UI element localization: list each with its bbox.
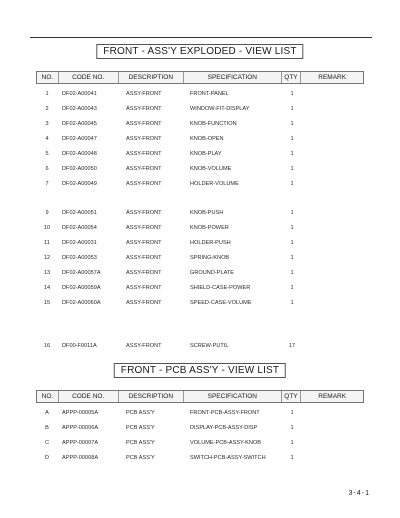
row-no: 14	[43, 284, 51, 291]
row-no: 1	[45, 90, 49, 97]
header-qty: QTY	[282, 72, 302, 83]
row-description: ASSY-FRONT	[126, 180, 162, 187]
row-qty: 1	[290, 150, 294, 157]
table-row	[36, 146, 364, 161]
row-no: B	[45, 424, 49, 431]
row-qty: 1	[290, 180, 294, 187]
row-qty: 1	[290, 120, 294, 127]
table-row	[36, 338, 364, 353]
row-code-no: DF02-A00049	[62, 180, 97, 187]
row-qty: 1	[290, 165, 294, 172]
row-code-no: DF02-A00043	[62, 105, 97, 112]
row-code-no: APPP-00007A	[62, 439, 99, 446]
row-description: ASSY-FRONT	[126, 150, 162, 157]
table-row	[36, 176, 364, 191]
table-row	[36, 405, 364, 420]
row-qty: 1	[290, 209, 294, 216]
row-code-no: APPP-00008A	[62, 454, 99, 461]
row-description: ASSY-FRONT	[126, 269, 162, 276]
table-row	[36, 435, 364, 450]
row-description: ASSY-FRONT	[126, 239, 162, 246]
row-qty: 1	[290, 105, 294, 112]
row-description: PCB ASS'Y	[126, 454, 155, 461]
row-description: ASSY-FRONT	[126, 120, 162, 127]
row-description: ASSY-FRONT	[126, 342, 162, 349]
row-code-no: APPP-00006A	[62, 424, 99, 431]
header-description: DESCRIPTION	[119, 391, 185, 402]
row-specification: HOLDER-VOLUME	[190, 180, 239, 187]
row-code-no: DF02-A00054	[62, 224, 97, 231]
row-specification: FRONT-PANEL	[190, 90, 229, 97]
pcb-view-title: FRONT - PCB ASS'Y - VIEW LIST	[114, 363, 286, 378]
row-no: 10	[43, 224, 51, 231]
row-description: ASSY-FRONT	[126, 165, 162, 172]
header-remark: REMARK	[318, 393, 347, 400]
header-no: NO.	[37, 72, 59, 83]
header-code-no: CODE NO.	[59, 391, 119, 402]
row-code-no: DF02-A00059A	[62, 284, 101, 291]
row-no: 6	[45, 165, 49, 172]
row-specification: SHIELD-CASE-POWER	[190, 284, 251, 291]
row-description: ASSY-FRONT	[126, 105, 162, 112]
table-row	[36, 116, 364, 131]
row-code-no: DF02-A00053	[62, 254, 97, 261]
row-description: ASSY-FRONT	[126, 90, 162, 97]
row-no: 13	[43, 269, 51, 276]
row-no: 16	[43, 342, 51, 349]
row-qty: 17	[288, 342, 296, 349]
row-no: 7	[45, 180, 49, 187]
row-code-no: DF02-A00057A	[62, 269, 101, 276]
row-no: D	[44, 454, 50, 461]
row-no: 12	[43, 254, 51, 261]
table-row	[36, 161, 364, 176]
exploded-parts-list	[36, 86, 364, 353]
row-code-no: DF02-A00060A	[62, 299, 101, 306]
row-specification: HOLDER-PUSH	[190, 239, 231, 246]
row-code-no: DF02-A00051	[62, 209, 97, 216]
table-row	[36, 220, 364, 235]
header-code-no: CODE NO.	[59, 72, 119, 83]
row-code-no: DF02-A00045	[62, 120, 97, 127]
row-description: ASSY-FRONT	[126, 299, 162, 306]
row-qty: 1	[290, 424, 294, 431]
row-specification: SWITCH-PCB-ASSY-SWITCH	[190, 454, 266, 461]
row-specification: KNOB-POWER	[190, 224, 229, 231]
row-specification: GROUND-PLATE	[190, 269, 235, 276]
row-description: PCB ASS'Y	[126, 439, 155, 446]
row-no: A	[45, 409, 49, 416]
row-qty: 1	[290, 239, 294, 246]
exploded-table-header	[36, 71, 364, 84]
row-no: 15	[43, 299, 51, 306]
pcb-parts-list	[36, 405, 364, 465]
row-no: 3	[45, 120, 49, 127]
row-code-no: DF02-A00031	[62, 239, 97, 246]
header-specification: SPECIFICATION	[184, 391, 281, 402]
row-qty: 1	[290, 269, 294, 276]
row-qty: 1	[290, 224, 294, 231]
table-row	[36, 450, 364, 465]
table-row	[36, 205, 364, 220]
row-no: C	[44, 439, 50, 446]
row-specification: SPRING-KNOB	[190, 254, 230, 261]
page-number: 3-4-1	[348, 490, 370, 497]
table-row	[36, 265, 364, 280]
row-specification: KNOB-OPEN	[190, 135, 224, 142]
row-specification: DISPLAY-PCB-ASSY-DISP	[190, 424, 258, 431]
table-row	[36, 295, 364, 310]
row-specification: KNOB-VOLUME	[190, 165, 232, 172]
exploded-view-title: FRONT - ASS'Y EXPLODED - VIEW LIST	[96, 44, 303, 59]
row-no: 2	[45, 105, 49, 112]
header-description: DESCRIPTION	[119, 72, 185, 83]
table-row	[36, 250, 364, 265]
row-code-no: DF00-F0011A	[62, 342, 97, 349]
row-description: ASSY-FRONT	[126, 284, 162, 291]
row-specification: KNOB-FUNCTION	[190, 120, 237, 127]
row-specification: SPEED-CASE-VOLUME	[190, 299, 252, 306]
pcb-table-header	[36, 390, 364, 403]
row-qty: 1	[290, 439, 294, 446]
row-description: PCB ASS'Y	[126, 409, 155, 416]
row-code-no: DF02-A00048	[62, 150, 97, 157]
row-qty: 1	[290, 135, 294, 142]
row-specification: SCREW-PUTIL	[190, 342, 229, 349]
table-row	[36, 420, 364, 435]
header-qty: QTY	[282, 391, 302, 402]
top-rule	[30, 37, 372, 38]
row-qty: 1	[290, 254, 294, 261]
row-no: 9	[45, 209, 49, 216]
table-row	[36, 280, 364, 295]
header-specification: SPECIFICATION	[184, 72, 281, 83]
row-code-no: APPP-00005A	[62, 409, 99, 416]
row-specification: FRONT-PCB-ASSY-FRONT	[190, 409, 260, 416]
row-no: 5	[45, 150, 49, 157]
row-description: ASSY-FRONT	[126, 135, 162, 142]
row-specification: WINDOW-FIT-DISPLAY	[190, 105, 250, 112]
row-qty: 1	[290, 409, 294, 416]
row-code-no: DF02-A00041	[62, 90, 97, 97]
row-specification: KNOB-PUSH	[190, 209, 224, 216]
row-code-no: DF02-A00050	[62, 165, 97, 172]
row-no: 4	[45, 135, 49, 142]
table-row	[36, 86, 364, 101]
row-qty: 1	[290, 454, 294, 461]
header-no: NO.	[37, 391, 59, 402]
row-specification: VOLUME-PCB-ASSY-KNOB	[190, 439, 261, 446]
row-qty: 1	[290, 284, 294, 291]
row-code-no: DF02-A00047	[62, 135, 97, 142]
row-description: ASSY-FRONT	[126, 254, 162, 261]
row-specification: KNOB-PLAY	[190, 150, 222, 157]
row-description: ASSY-FRONT	[126, 209, 162, 216]
row-qty: 1	[290, 90, 294, 97]
table-row	[36, 101, 364, 116]
row-no: 11	[44, 239, 50, 246]
table-row	[36, 235, 364, 250]
row-description: PCB ASS'Y	[126, 424, 155, 431]
header-remark: REMARK	[318, 74, 347, 81]
table-row	[36, 131, 364, 146]
row-qty: 1	[290, 299, 294, 306]
row-description: ASSY-FRONT	[126, 224, 162, 231]
